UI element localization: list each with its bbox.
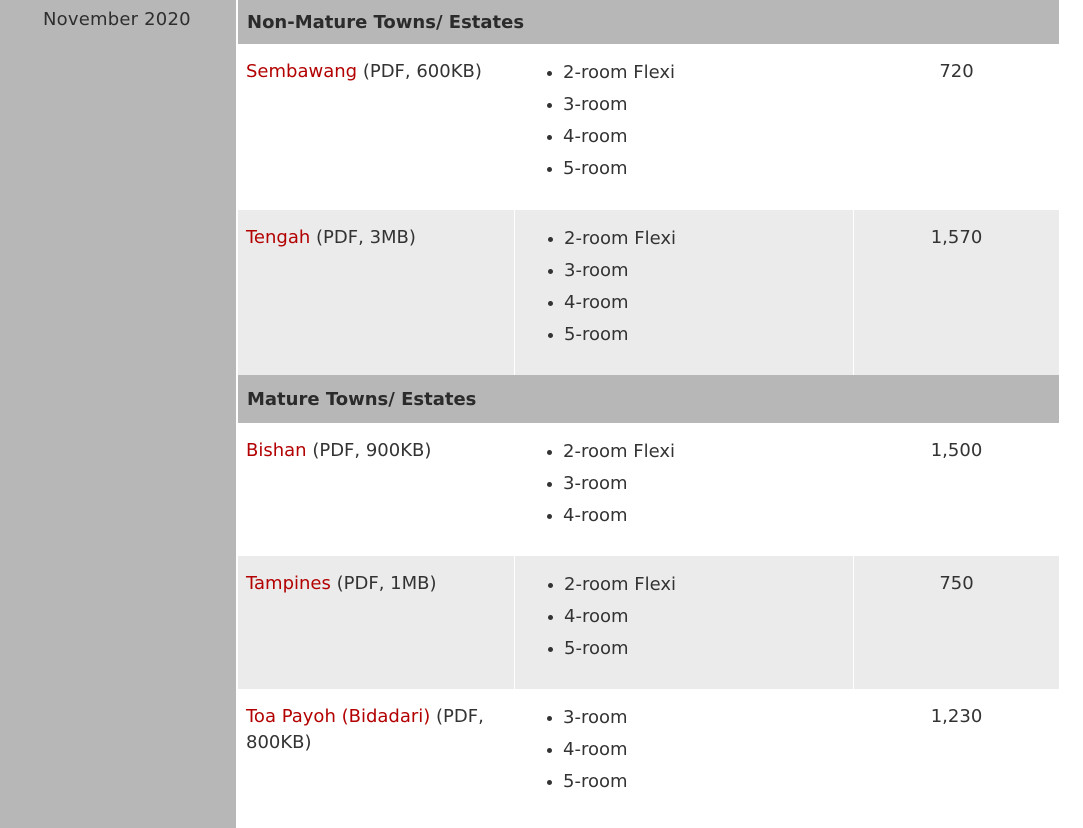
list-item: 4-room xyxy=(544,123,854,155)
units-count: 1,500 xyxy=(930,440,983,461)
units-cell xyxy=(854,689,1059,828)
list-item: 3-room xyxy=(544,91,854,123)
list-item: 4-room xyxy=(544,736,854,768)
flat-type-list xyxy=(514,59,854,187)
table-row-tampines xyxy=(238,556,1059,689)
units-cell xyxy=(854,556,1059,689)
town-link-tengah[interactable]: Tengah xyxy=(246,227,311,248)
flat-types-cell xyxy=(514,44,854,210)
units-count: 720 xyxy=(939,61,974,82)
town-cell xyxy=(238,423,514,556)
table-row-toa-payoh xyxy=(238,689,1059,828)
list-item: 4-room xyxy=(545,603,853,635)
pdf-info: (PDF, 600KB) xyxy=(362,61,482,82)
town-cell xyxy=(238,210,514,375)
list-item: 2-room Flexi xyxy=(545,571,853,603)
town-cell xyxy=(238,556,514,689)
list-item: 5-room xyxy=(544,768,854,800)
flat-types-cell xyxy=(514,689,854,828)
list-item: 3-room xyxy=(545,257,853,289)
pdf-info: (PDF, 900KB) xyxy=(312,440,432,461)
list-item: 5-room xyxy=(544,155,854,187)
table-row-tengah xyxy=(238,210,1059,375)
flat-types-cell xyxy=(514,210,854,375)
town-link-bishan[interactable]: Bishan xyxy=(246,440,307,461)
town-cell xyxy=(238,44,514,210)
flat-supply-table xyxy=(238,0,1059,828)
list-item: 4-room xyxy=(544,502,854,534)
list-item: 3-room xyxy=(544,704,854,736)
flat-type-list xyxy=(515,571,853,667)
list-item: 2-room Flexi xyxy=(544,59,854,91)
list-item: 2-room Flexi xyxy=(545,225,853,257)
section-title: Non-Mature Towns/ Estates xyxy=(247,11,525,33)
flat-type-list xyxy=(514,438,854,534)
town-cell xyxy=(238,689,514,828)
flat-type-list xyxy=(514,704,854,800)
town-link-tampines[interactable]: Tampines xyxy=(246,573,331,594)
list-item: 5-room xyxy=(545,321,853,353)
units-cell xyxy=(854,210,1059,375)
list-item: 2-room Flexi xyxy=(544,438,854,470)
units-cell xyxy=(854,44,1059,210)
list-item: 4-room xyxy=(545,289,853,321)
list-item: 3-room xyxy=(544,470,854,502)
section-header-non-mature xyxy=(238,0,1059,44)
launch-date-column xyxy=(0,0,236,828)
flat-types-cell xyxy=(514,556,854,689)
units-count: 750 xyxy=(939,573,974,594)
flat-types-cell xyxy=(514,423,854,556)
launch-date: November 2020 xyxy=(43,9,191,30)
town-link-sembawang[interactable]: Sembawang xyxy=(246,61,358,82)
table-row-sembawang xyxy=(238,44,1059,210)
flat-type-list xyxy=(515,225,853,353)
table-row-bishan xyxy=(238,423,1059,556)
pdf-info: (PDF, 1MB) xyxy=(336,573,437,594)
section-title: Mature Towns/ Estates xyxy=(247,388,477,410)
pdf-info: (PDF, 3MB) xyxy=(316,227,416,248)
town-link-toa-payoh[interactable]: Toa Payoh (Bidadari) xyxy=(246,706,431,727)
list-item: 5-room xyxy=(545,635,853,667)
pdf-info: (PDF, 800KB) xyxy=(246,706,484,753)
units-count: 1,570 xyxy=(930,227,983,248)
units-cell xyxy=(854,423,1059,556)
units-count: 1,230 xyxy=(930,706,983,727)
section-header-mature xyxy=(238,375,1059,423)
